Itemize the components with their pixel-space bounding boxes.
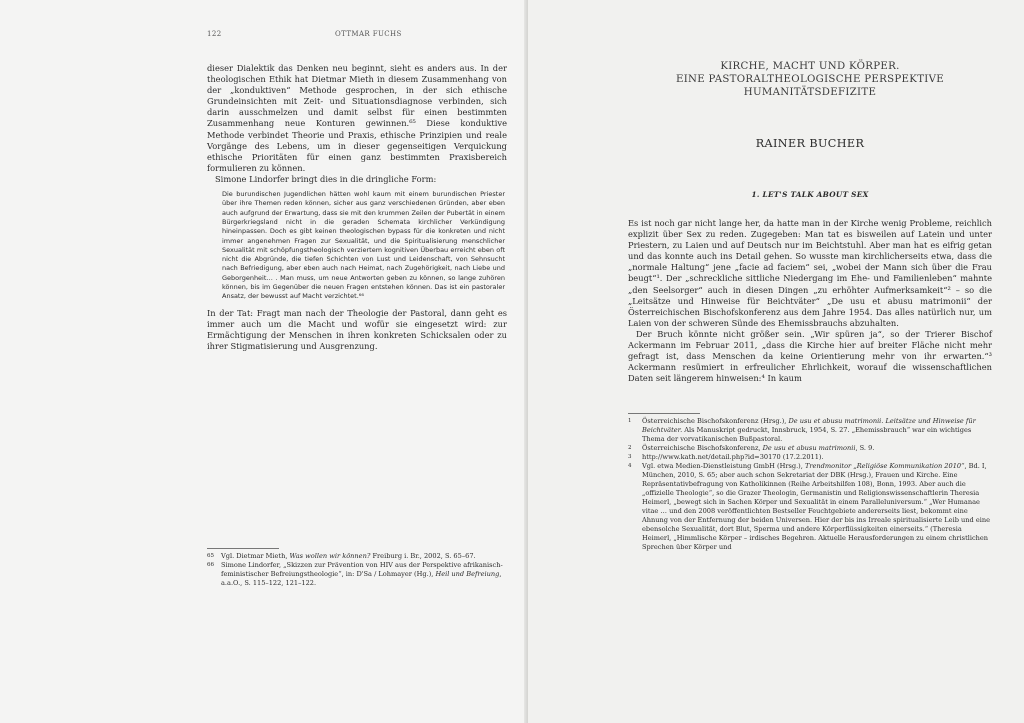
- footnote-url: http://www.kath.net/detail.php?id=30170 (17.2.2011).: [642, 453, 824, 461]
- right-page: [528, 0, 1024, 723]
- footnote-number: 2: [628, 445, 632, 451]
- footnote-text: Simone Lindorfer, „Skizzen zur Prävention von HIV aus der Perspektive afrikanisch-feministischer Befreiungstheologie“, in: D'Sa / Lohmayer (Hg.),: [221, 561, 503, 578]
- footnote-text: Vgl. etwa Medien-Dienstleistung GmbH (Hrsg.),: [642, 462, 805, 470]
- paragraph: Der Bruch könnte nicht größer sein. „Wir spüren ja“, so der Trierer Bischof Ackermann im Februar 2011, „dass die Kirche hier auf breiter Fläche nicht mehr gefragt ist, dass Menschen da keine Orientierung mehr von ihr erwarten.“³ Ackermann resümiert in erfreulicher Ehrlichkeit, worauf die wissenschaftlichen Daten seit längerem hinweisen:⁴ In kaum: [628, 328, 992, 384]
- chapter-title: [628, 60, 992, 99]
- chapter-title-line: HUMANITÄTSDEFIZITE: [743, 87, 877, 98]
- left-text-column: [207, 30, 507, 352]
- footnotes-right: [628, 413, 992, 552]
- paragraph: In der Tat: Fragt man nach der Theologie der Pastoral, dann geht es immer auch um die Macht und wofür sie eingesetzt wird: zur Ermächtigung der Menschen in ihren konkreten Schicksalen oder zu ihrer Stigmatisierung und Ausgrenzung.: [207, 307, 507, 351]
- footnote-number: 65: [207, 553, 214, 559]
- footnote-rule: [207, 548, 279, 549]
- footnote-text: , a.a.O., S. 115–122, 121–122.: [221, 570, 502, 587]
- paragraph: Es ist noch gar nicht lange her, da hatte man in der Kirche wenig Probleme, reichlich explizit über Sex zu reden. Zugegeben: Man tat es bisweilen auf Latein und unter Priestern, zu Laien und auf Deutsch nur im Beichtstuhl. Aber man hat es eifrig getan und das konnte auch ins Detail gehen. So wusste man kirchlicherseits etwa, dass die „normale Haltung“ jene „facie ad faciem“ sei, „wobei der Mann sich über die Frau beugt“¹. Der „schreckliche sittliche Niedergang im Ehe- und Familienleben“ mahnte „den Seelsorger“ auch in diesen Dingen „zu erhöhter Aufmerksamkeit“² – so die „Leitsätze und Hinweise für Beichtväter“ „De usu et abusu matrimonii“ der Österreichischen Bischofskonferenz aus dem Jahre 1954. Das alles natürlich nur, um Laien von der schweren Sünde des Ehemissbrauchs abzuhalten.: [628, 218, 992, 328]
- footnote-title: Was wollen wir können?: [289, 552, 371, 560]
- paragraph: dieser Dialektik das Denken neu beginnt, sieht es anders aus. In der theologischen Ethik hat Dietmar Mieth in diesem Zusammenhang von der „konduktiven“ Methode gesprochen, in der sich ethische Grundeinsichten mit Zeit- und Situationsdiagnose verbinden, sich darin ausschmelzen und damit selbst für einen bestimmten Zusammenhang neue Konturen gewinnen.⁶⁵ Diese konduktive Methode verbindet Theorie und Praxis, ethische Prinzipien und reale Vorgänge des Lebens, um in dieser gegenseitigen Verquickung ethische Prioritäten für einen ganz bestimmten Praxisbereich formulieren zu können.: [207, 63, 507, 173]
- footnote-title: De usu et abusu matrimonii. Leitsätze und Hinweise für Beichtväter.: [642, 417, 976, 434]
- footnote-title: De usu et abusu matrimonii: [762, 444, 856, 452]
- footnote-number: 1: [628, 418, 632, 424]
- footnote: [628, 444, 992, 453]
- block-quote: Die burundischen Jugendlichen hätten wohl kaum mit einem burundischen Priester über ihre Themen reden können, sicher aus ganz verschiedenen Gründen, aber eben auch aufgrund der Erwartung, dass sie mit den krummen Zeilen der Pubertät in einem Bürgerkriegsland nicht in die geraden Schemata kirchlicher Verkündigung hineinpassen. Doch es gibt keinen theologischen bypass für die konkreten und nicht immer angenehmen Fragen zur Sexualität, und die Spiritualisierung menschlicher Sexualität mit schöpfungstheologisch verziertem kognitiven Überbau erreicht eben oft nicht die Abgründe, die tiefen Schichten von Lust und Leidenschaft, von Sehnsucht nach Befriedigung, aber eben auch nach Heimat, nach Zugehörigkeit, nach Liebe und Geborgenheit… . Man muss, um neue Antworten geben zu können, so lange zuhören können, bis im Gegenüber die neuen Fragen entstehen können. Das ist ein pastoraler Ansatz, der bewusst auf Macht verzichtet.⁶⁶: [222, 190, 505, 301]
- footnote: [628, 417, 992, 444]
- footnote-number: 66: [207, 562, 214, 568]
- footnote: [207, 552, 509, 561]
- footnote-text: Österreichische Bischofskonferenz,: [642, 444, 763, 452]
- footnote-number: 3: [628, 454, 632, 460]
- footnotes-left: [207, 548, 509, 588]
- footnote-text: Freiburg i. Br., 2002, S. 65–67.: [370, 552, 476, 560]
- right-text-column: [628, 60, 992, 384]
- footnote-text: , Bd. I, München, 2010, S. 65; aber auch schon Sekretariat der DBK (Hrsg.), Frauen und Kirche. Eine Repräsentativbefragung von Katholikinnen (Reihe Arbeitshilfen 108), Bonn, 1993. Aber auch die „offizielle Theologie“, so die Grazer Theologin, Germanistin und Religionswissenschaftlerin Theresia Heimerl, „bewegt sich in Sachen Körper und Sexualität in einem Paralleluniversum.“ „Wer Humanae vitae … und den 2008 veröffentlichten Bestseller Feuchtgebiete andererseits liest, bekommt eine Ahnung von der Entfernung der beiden Universen. Hier der bis ins Irreale spiritualisierte Leib und eine ebensolche Sexualität, dort Blut, Sperma und andere Körperflüssigkeiten einerseits.“ (Theresia Heimerl, „Himmlische Körper – irdisches Begehren. Aktuelle Herausforderungen zu einem christlichen Sprechen über Körper und: [642, 462, 990, 551]
- footnote-title: Trendmonitor „Religiöse Kommunikation 2010“: [804, 462, 965, 470]
- chapter-title-line: EINE PASTORALTHEOLOGISCHE PERSPEKTIVE: [675, 74, 945, 85]
- chapter-title-line: KIRCHE, MACHT UND KÖRPER.: [720, 61, 900, 72]
- footnote-text: Vgl. Dietmar Mieth,: [221, 552, 290, 560]
- footnote: [628, 453, 992, 462]
- footnote-text: Als Manuskript gedruckt, Innsbruck, 1954, S. 27. „Ehemissbrauch“ war ein wichtiges Thema der vorvatikanischen Bußpastoral.: [642, 426, 972, 443]
- running-head-author: OTTMAR FUCHS: [335, 30, 402, 38]
- page-number: 122: [207, 30, 222, 38]
- running-head: [207, 30, 507, 40]
- footnote-text: , S. 9.: [855, 444, 875, 452]
- footnote: [628, 462, 992, 552]
- footnote-number: 4: [628, 463, 632, 469]
- paragraph: Simone Lindorfer bringt dies in die dringliche Form:: [215, 173, 437, 184]
- footnote: [207, 561, 509, 588]
- footnote-rule: [628, 413, 700, 414]
- section-heading: 1. LET'S TALK ABOUT SEX: [751, 190, 869, 199]
- footnote-title: Heil und Befreiung: [435, 570, 500, 578]
- footnote-text: Österreichische Bischofskonferenz (Hrsg.),: [642, 417, 789, 425]
- chapter-author: RAINER BUCHER: [755, 137, 865, 150]
